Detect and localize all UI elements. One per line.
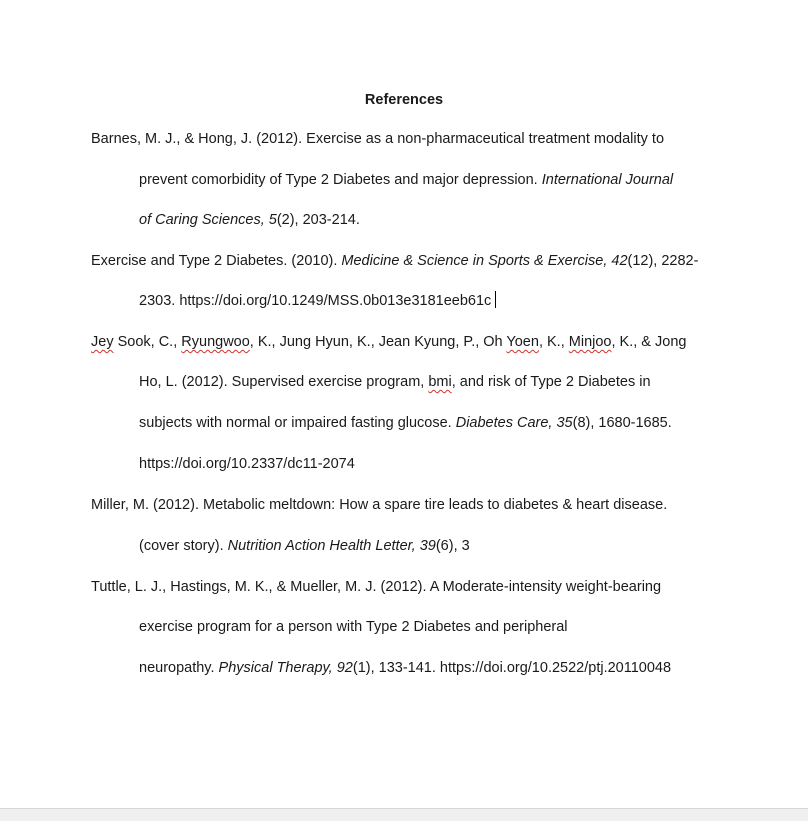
reference-text: , K., & Jong — [611, 334, 687, 350]
journal-title: Nutrition Action Health Letter, 39 — [227, 538, 436, 554]
reference-line[interactable] — [91, 251, 698, 271]
journal-title: Medicine & Science in Sports & Exercise, 42 — [341, 253, 628, 269]
reference-line[interactable] — [139, 210, 360, 230]
reference-line[interactable] — [139, 536, 470, 556]
reference-text: exercise program for a person with Type 2 Diabetes and peripheral — [139, 619, 568, 635]
reference-line[interactable] — [91, 129, 664, 149]
reference-text: (6), 3 — [435, 538, 470, 554]
reference-text: https://doi.org/10.2337/dc11-2074 — [139, 456, 355, 472]
reference-line[interactable] — [139, 291, 496, 311]
reference-text: (8), 1680-1685. — [572, 415, 672, 431]
journal-title: Diabetes Care, 35 — [455, 415, 573, 431]
reference-text: , K., — [538, 334, 569, 350]
reference-line[interactable] — [139, 413, 672, 433]
reference-line[interactable] — [91, 332, 686, 352]
reference-text: Tuttle, L. J., Hastings, M. K., & Mueller, M. J. (2012). A Moderate-intensity weight-bearing — [91, 579, 662, 595]
spellcheck-word[interactable]: Yoen — [506, 334, 539, 350]
reference-text: (2), 203-214. — [276, 212, 360, 228]
reference-line[interactable] — [139, 454, 355, 474]
reference-text: , and risk of Type 2 Diabetes in — [451, 374, 651, 390]
status-bar — [0, 808, 808, 821]
spellcheck-word[interactable]: Minjoo — [568, 334, 612, 350]
reference-text: Miller, M. (2012). Metabolic meltdown: How a spare tire leads to diabetes & heart disease. — [91, 497, 668, 513]
reference-text: neuropathy. — [139, 660, 219, 676]
journal-title: Physical Therapy, 92 — [218, 660, 353, 676]
journal-title: International Journal — [541, 172, 674, 188]
reference-text: subjects with normal or impaired fasting glucose. — [139, 415, 456, 431]
reference-text: Barnes, M. J., & Hong, J. (2012). Exercise as a non-pharmaceutical treatment modality to — [91, 131, 665, 147]
reference-text: Exercise and Type 2 Diabetes. (2010). — [91, 253, 342, 269]
reference-text: (cover story). — [139, 538, 228, 554]
journal-title: of Caring Sciences, 5 — [139, 212, 277, 228]
spellcheck-word[interactable]: bmi — [428, 374, 452, 390]
reference-line[interactable] — [139, 170, 673, 190]
reference-line[interactable] — [139, 658, 671, 678]
reference-line[interactable] — [139, 372, 651, 392]
reference-text: , K., Jung Hyun, K., Jean Kyung, P., Oh — [249, 334, 507, 350]
reference-text: (1), 133-141. https://doi.org/10.2522/ptj.20110048 — [352, 660, 672, 676]
reference-text: Sook, C., — [113, 334, 182, 350]
reference-text: 2303. https://doi.org/10.1249/MSS.0b013e3181eeb61c — [139, 293, 492, 309]
reference-line[interactable] — [91, 577, 661, 597]
reference-text: (12), 2282- — [627, 253, 699, 269]
reference-text: prevent comorbidity of Type 2 Diabetes and major depression. — [139, 172, 542, 188]
reference-line[interactable] — [91, 495, 667, 515]
spellcheck-word[interactable]: Jey — [91, 334, 114, 350]
spellcheck-word[interactable]: Ryungwoo — [181, 334, 250, 350]
reference-text: Ho, L. (2012). Supervised exercise program, — [139, 374, 429, 390]
text-cursor — [495, 291, 496, 308]
references-heading: References — [364, 92, 444, 108]
reference-line[interactable] — [139, 617, 568, 637]
